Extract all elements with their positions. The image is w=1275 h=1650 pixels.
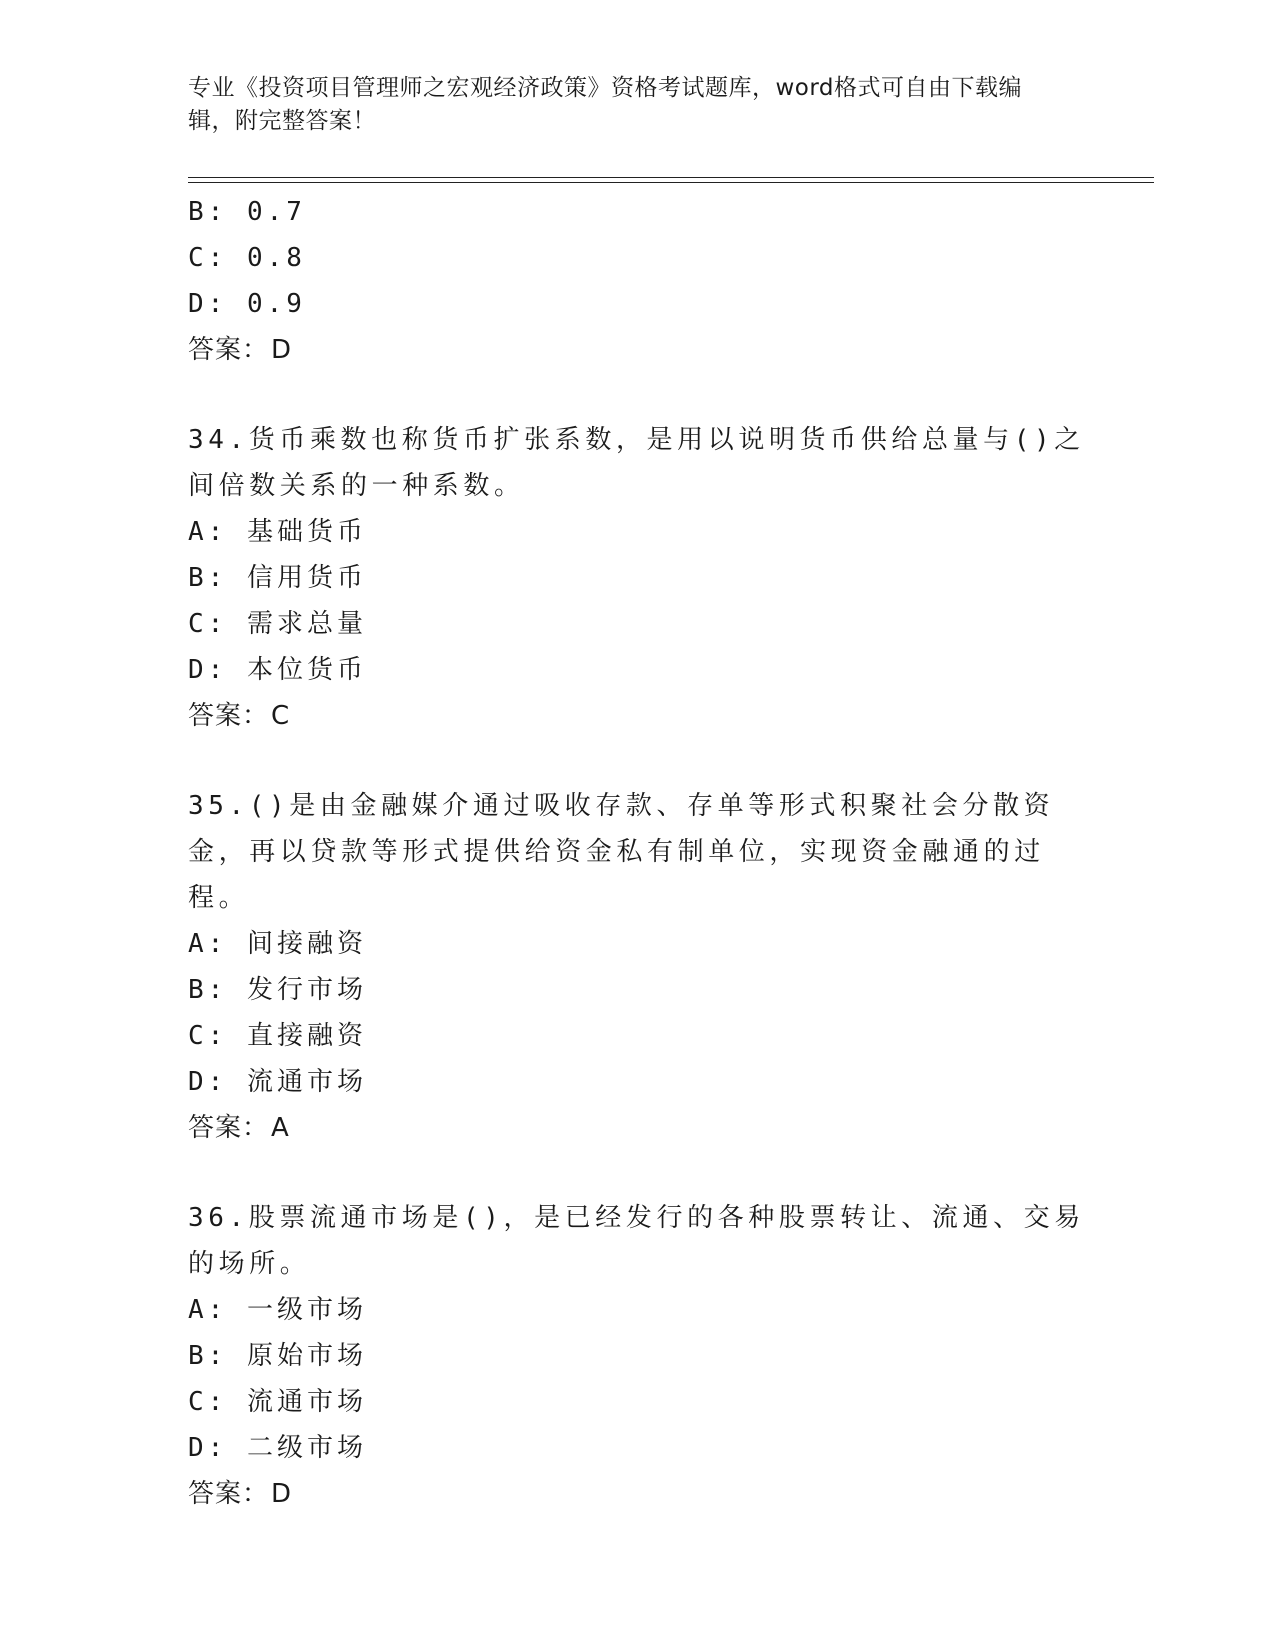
question-text: 36.股票流通市场是()，是已经发行的各种股票转让、流通、交易的场所。 (188, 1203, 1085, 1279)
answer-line: 答案：D (188, 1479, 293, 1509)
option-d: D: 流通市场 (188, 1067, 367, 1097)
option-b: B: 0.7 (188, 197, 306, 227)
option-c: C: 直接融资 (188, 1021, 367, 1051)
option-d: D: 二级市场 (188, 1433, 367, 1463)
header-rule-bottom (188, 182, 1154, 183)
answer-line: 答案：A (188, 1113, 290, 1143)
option-d: D: 本位货币 (188, 655, 367, 685)
option-a: A: 一级市场 (188, 1295, 367, 1325)
option-b: B: 发行市场 (188, 975, 367, 1005)
option-b: B: 信用货币 (188, 563, 367, 593)
question-list (188, 189, 1088, 1517)
document-header: 专业《投资项目管理师之宏观经济政策》资格考试题库，word格式可自由下载编辑，附完整答案！ (188, 75, 1023, 134)
question-block-36 (188, 1195, 1088, 1517)
question-block-33 (188, 189, 1088, 373)
answer-line: 答案：D (188, 335, 293, 365)
question-text: 34.货币乘数也称货币扩张系数，是用以说明货币供给总量与()之间倍数关系的一种系数。 (188, 425, 1085, 501)
header-rule-top (188, 177, 1154, 178)
answer-line: 答案：C (188, 701, 291, 731)
option-c: C: 需求总量 (188, 609, 367, 639)
option-d: D: 0.9 (188, 289, 306, 319)
option-c: C: 流通市场 (188, 1387, 367, 1417)
question-text: 35.()是由金融媒介通过吸收存款、存单等形式积聚社会分散资金，再以贷款等形式提供给资金私有制单位，实现资金融通的过程。 (188, 791, 1055, 913)
option-a: A: 间接融资 (188, 929, 367, 959)
option-a: A: 基础货币 (188, 517, 367, 547)
question-block-35 (188, 783, 1088, 1151)
option-b: B: 原始市场 (188, 1341, 367, 1371)
question-block-34 (188, 417, 1088, 739)
option-c: C: 0.8 (188, 243, 306, 273)
